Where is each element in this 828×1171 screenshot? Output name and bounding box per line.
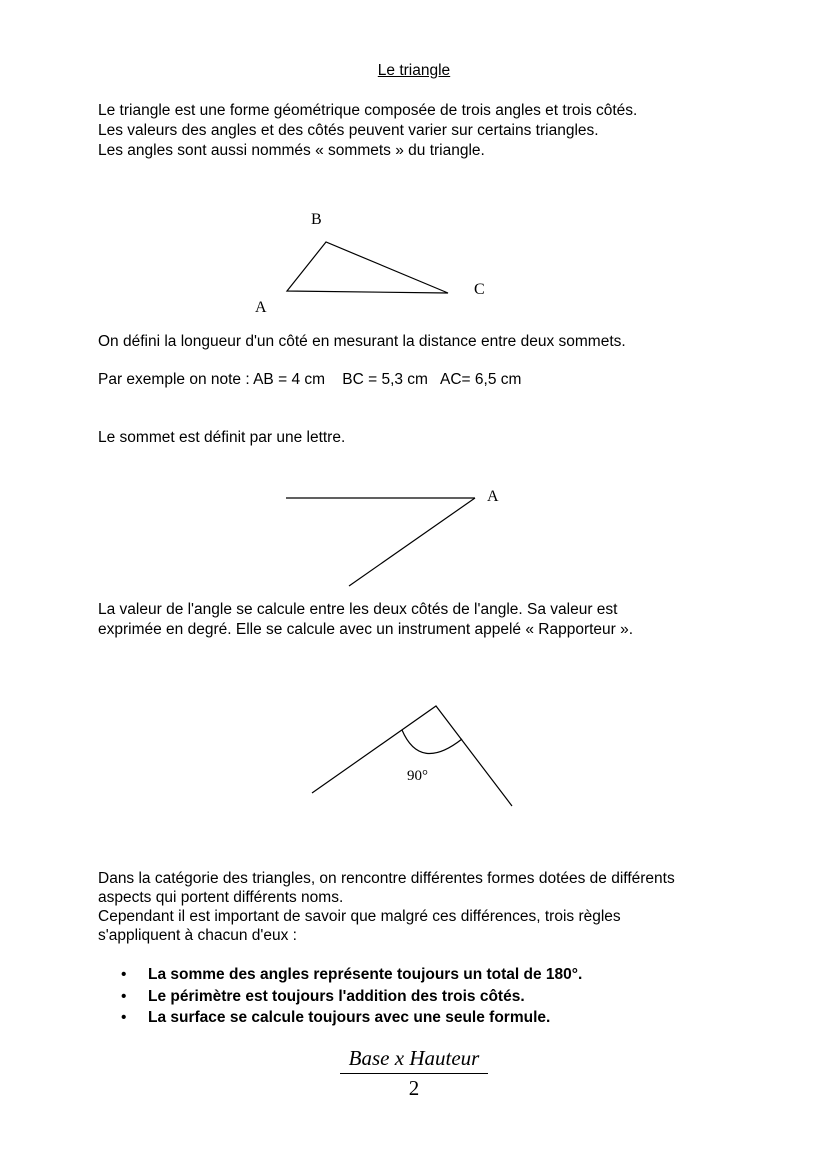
page-title: Le triangle [377,62,451,79]
side-definition: On défini la longueur d'un côté en mesurant la distance entre deux sommets. [98,333,626,350]
triangle-label-c: C [474,281,485,298]
area-formula [340,1046,488,1101]
angle-text-line-2: exprimée en degré. Elle se calcule avec un instrument appelé « Rapporteur ». [98,621,634,638]
bullet-icon: • [121,1009,127,1026]
bullet-icon: • [121,987,127,1005]
vertex-label-a: A [487,488,499,505]
formula-numerator: Base x Hauteur [340,1046,488,1074]
categories-line-2: aspects qui portent différents noms. [98,889,344,906]
triangle-abc [287,242,448,293]
categories-line-4: s'appliquent à chacun d'eux : [98,927,297,944]
angle-a-side-2 [349,498,475,586]
measurement-example: Par exemple on note : AB = 4 cm BC = 5,3 cm AC= 6,5 cm [98,371,522,388]
categories-line-3: Cependant il est important de savoir que malgré ces différences, trois règles [98,908,621,925]
vertex-definition: Le sommet est définit par une lettre. [98,429,346,446]
right-angle-arc [402,730,462,754]
intro-line-3: Les angles sont aussi nommés « sommets » du triangle. [98,142,485,159]
right-angle-sides [312,706,512,806]
rule-item: • La somme des angles représente toujours un total de 180°. [98,964,738,986]
rules-list [98,964,738,1029]
right-angle-label: 90° [407,768,428,784]
rule-item: • Le périmètre est toujours l'addition des trois côtés. [98,986,738,1008]
angle-text-line-1: La valeur de l'angle se calcule entre les deux côtés de l'angle. Sa valeur est [98,601,618,618]
triangle-label-a: A [255,299,267,316]
rule-item: • La surface se calcule toujours avec une seule formule. [98,1007,738,1029]
triangle-label-b: B [311,211,322,228]
intro-line-2: Les valeurs des angles et des côtés peuvent varier sur certains triangles. [98,122,599,139]
formula-denominator: 2 [408,1076,420,1100]
bullet-icon: • [121,966,127,983]
intro-line-1: Le triangle est une forme géométrique composée de trois angles et trois côtés. [98,102,638,119]
categories-line-1: Dans la catégorie des triangles, on rencontre différentes formes dotées de différents [98,870,675,887]
